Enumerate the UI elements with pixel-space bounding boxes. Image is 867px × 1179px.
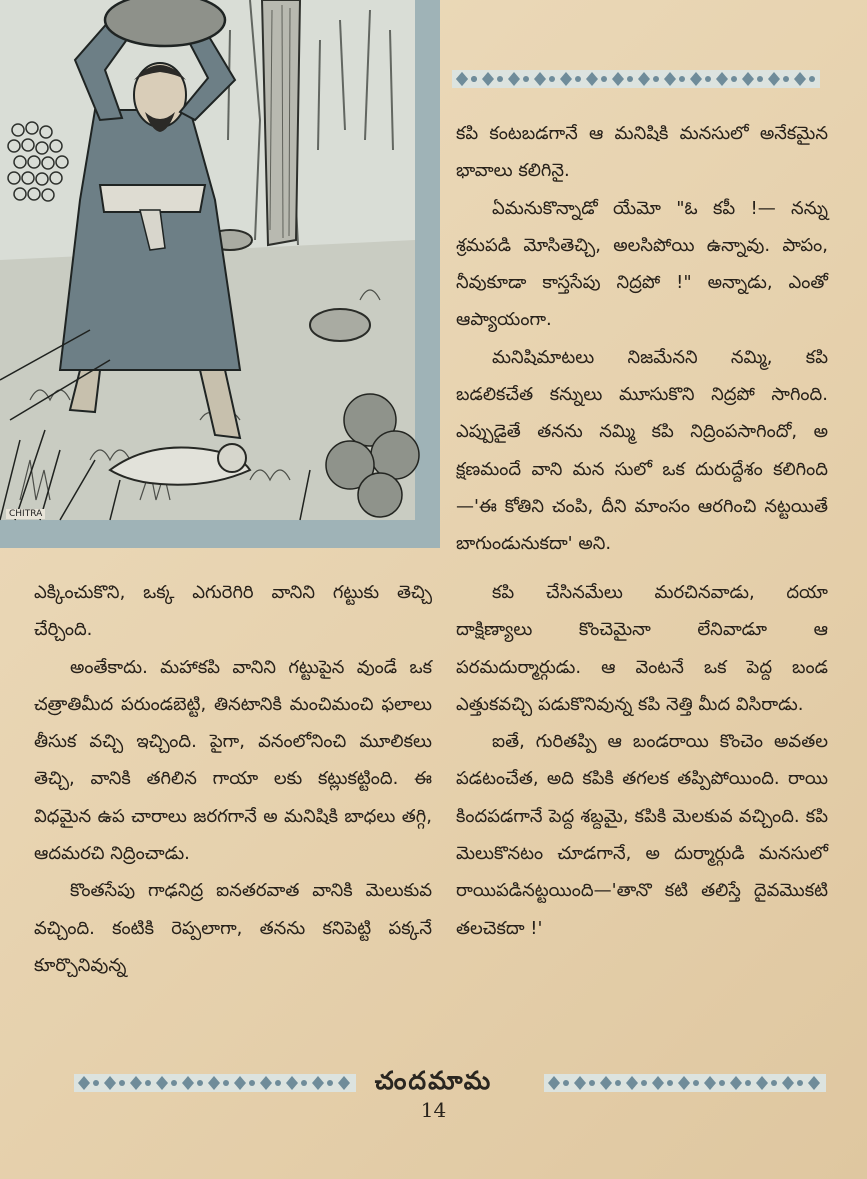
paragraph: ఏమనుకొన్నాడో యేమో "ఓ కపీ !— నన్ను శ్రమపడి మోసితెచ్చి, అలసిపోయి ఉన్నావు. పాపం, నీవుకూడా కాస్తసేపు నిద్రపో !" అన్నాడు, ఎంతో ఆప్యాయంగా.	[456, 197, 828, 331]
top-ornament-border	[452, 66, 820, 92]
story-illustration	[0, 0, 440, 548]
right-column-bottom	[456, 574, 828, 947]
magazine-title: చందమామ	[374, 1066, 493, 1095]
paragraph: కపి చేసినమేలు మరచినవాడు, దయా దాక్షిణ్యాలు కొంచెమైనా లేనివాడూ ఆ పరమదుర్మార్గుడు. ఆ వెంటనే ఒక పెద్ద బండ ఎత్తుకవచ్చి పడుకొనివున్న కపి నెత్తి మీద విసిరాడు.	[456, 582, 828, 715]
paragraph: మనిషిమాటలు నిజమేనని నమ్మి, కపి బడలికచేత కన్నులు మూసుకొని నిద్రపో సాగింది. ఎప్పుడైతే తనను నమ్మి కపి నిద్రింపసాగిందో, అ క్షణమందే వాని మన సులో ఒక దురుద్దేశం కలిగింది—'ఈ కోతిని చంపి, దీని మాంసం ఆరగించి నట్టయితే బాగుండునుకదా' అని.	[456, 346, 828, 555]
left-column	[34, 574, 432, 984]
paragraph: అంతేకాదు. మహాకపి వానిని గట్టుపైన వుండే ఒక చత్రాతిమీద పరుండబెట్టి, తినటానికి మంచిమంచి ఫలాలు తీసుక వచ్చి ఇచ్చింది. పైగా, వనంలోనించి మూలికలు తెచ్చి, వానికి తగిలిన గాయా లకు కట్లుకట్టింది. ఈ విధమైన ఉప చారాలు జరగగానే అ మనిషికి బాధలు తగ్గి, ఆదమరచి నిద్రించాడు.	[34, 656, 432, 865]
paragraph: ఐతే, గురితప్పి ఆ బండరాయి కొంచెం అవతల పడటంచేత, అది కపికి తగలక తప్పిపోయింది. రాయి కిందపడగానే పెద్ద శబ్దమై, కపికి మెలకువ వచ్చింది. కపి మెలుకొనటం చూడగానే, అ దుర్మార్గుడి మనసులో రాయిపడినట్టయింది—'తానొ కటి తలిస్తే దైవమొకటి తలచెకదా !'	[456, 731, 828, 939]
paragraph: కపి కంటబడగానే ఆ మనిషికి మనసులో అనేకమైన భావాలు కలిగినై.	[456, 123, 828, 182]
artist-signature: CHITRA	[6, 509, 45, 519]
page-number: 14	[420, 1098, 447, 1122]
paragraph: కొంతసేపు గాఢనిద్ర ఐనతరవాత వానికి మెలుకువ వచ్చింది. కంటికి రెప్పలాగా, తనను కనిపెట్టి పక్కనే కూర్చొనివున్న	[34, 880, 432, 976]
man-raising-rock-icon	[0, 0, 440, 548]
right-column-top	[456, 115, 828, 563]
paragraph: ఎక్కించుకొని, ఒక్క ఎగురెగిరి వానిని గట్టుకు తెచ్చి చేర్చింది.	[34, 582, 432, 641]
